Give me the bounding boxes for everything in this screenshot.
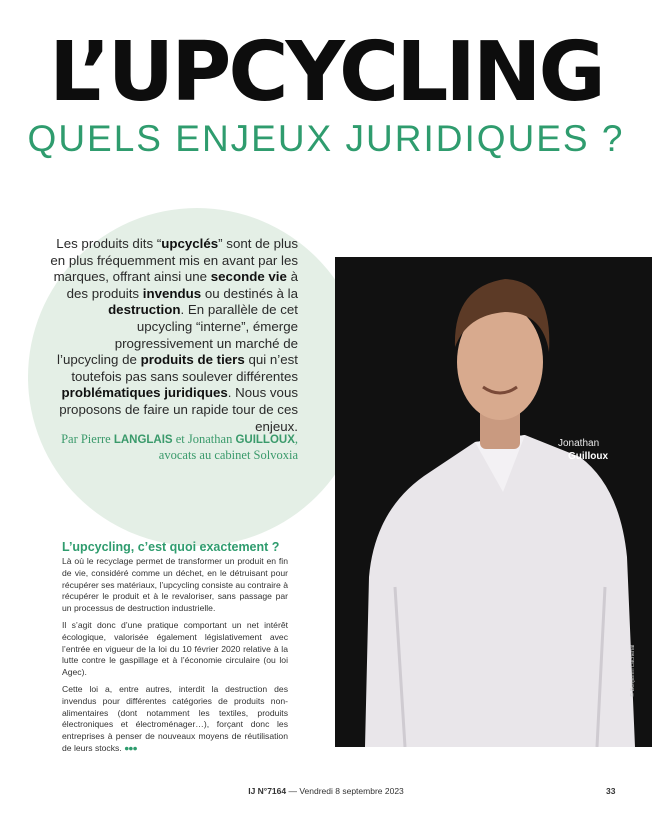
photo-credit: © Benjamin Lachenal <box>630 644 636 697</box>
portrait-illustration <box>335 257 652 747</box>
body-paragraph-3: Cette loi a, entre autres, interdit la destruction des invendus pour différentes catégories de produits non-alimentaires (dont notamment les textiles, produits électroniques et électroménager…), forçant donc les entreprises à penser de nouveaux moyens de réutilisation de leurs stocks. ●●● <box>62 683 288 753</box>
body-paragraph-1: Là où le recyclage permet de transformer un produit en fin de vie, considéré comme un déchet, en le détruisant pour récupérer ses matériaux, l’upcycling consiste au contraire à récupérer le produit et à le revaloriser, sans passage par un processus de destruction industrielle. <box>62 556 288 614</box>
page-number: 33 <box>606 786 616 796</box>
footer-issue: IJ N°7164 — Vendredi 8 septembre 2023 <box>248 786 404 796</box>
section-heading: L’upcycling, c’est quoi exactement ? <box>62 540 280 554</box>
author-byline: Par Pierre LANGLAIS et Jonathan GUILLOUX, avocats au cabinet Solvoxia <box>61 432 298 462</box>
article-title: L’UPCYCLING <box>49 25 603 120</box>
intro-paragraph: Les produits dits “upcyclés” sont de plus en plus fréquemment mis en avant par les marques, offrant ainsi une seconde vie à des produits invendus ou destinés à la destruction. En parallèle de cet upcycling “interne”, émerge progressivement un marché de l’upcycling de produits de tiers qui n’est toutefois pas sans soulever différentes problématiques juridiques. Nous vous proposons de faire un rapide tour de ces enjeux. <box>50 236 298 434</box>
section-body <box>62 556 288 760</box>
author-photo <box>335 257 652 747</box>
photo-caption: Jonathan Guilloux <box>558 438 608 462</box>
article-subtitle: QUELS ENJEUX JURIDIQUES ? <box>27 118 625 159</box>
continue-marker-icon: ●●● <box>124 742 137 753</box>
author-affiliation: avocats au cabinet Solvoxia <box>158 448 298 462</box>
body-paragraph-2: Il s’agit donc d’une pratique comportant un net intérêt écologique, valorisée également législativement avec l’entrée en vigueur de la loi du 10 février 2020 relative à la lutte contre le gaspillage et à l’économie circulaire (ou loi Agec). <box>62 619 288 678</box>
